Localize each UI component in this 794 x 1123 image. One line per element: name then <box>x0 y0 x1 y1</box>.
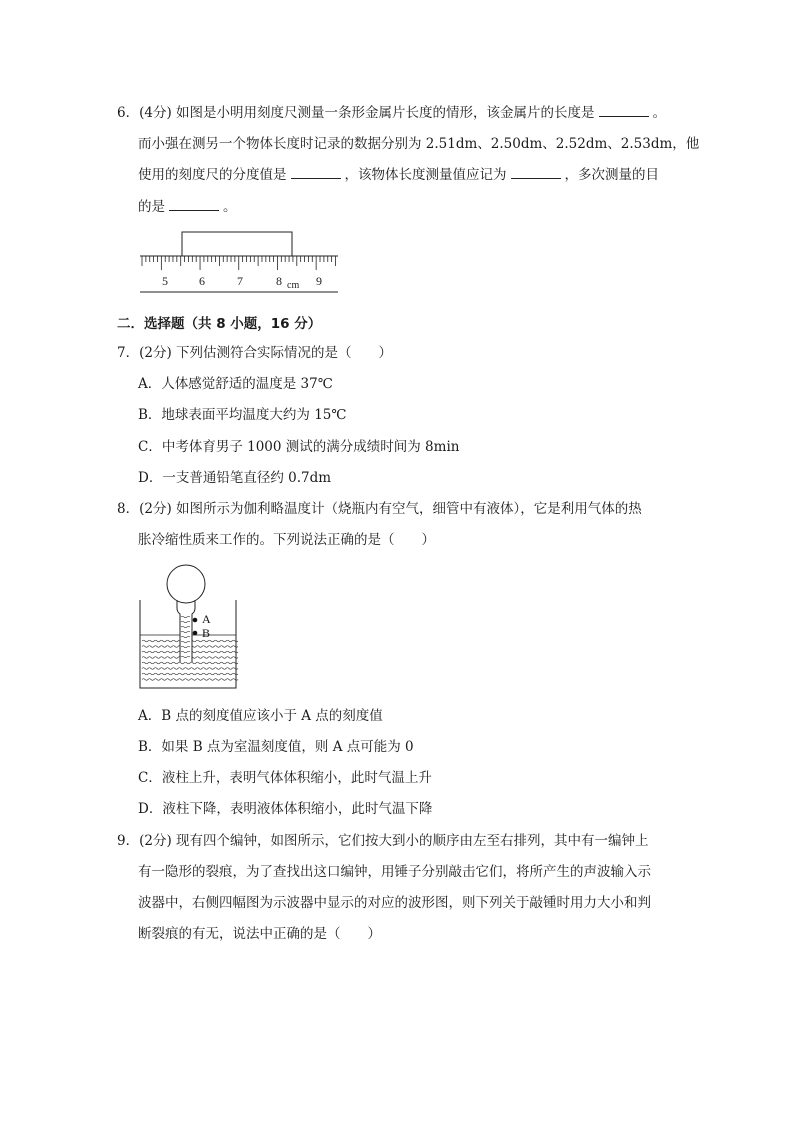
q9-line-1: 9．(2分) 现有四个编钟，如图所示，它们按大到小的顺序由左至右排列，其中有一编钟上 <box>117 833 649 849</box>
q9-line-4: 断裂痕的有无，说法中正确的是（ ） <box>138 926 381 942</box>
ruler-label-9: 9 <box>316 274 322 288</box>
q7-option-c[interactable]: C．中考体育男子 1000 测试的满分成绩时间为 8min <box>138 439 460 455</box>
q6-text: ，该物体长度测量值应记为 <box>344 167 507 183</box>
q6-line-4 <box>138 198 237 216</box>
q7-option-d[interactable]: D．一支普通铅笔直径约 0.7dm <box>138 470 332 486</box>
q6-text: ，多次测量的目 <box>564 167 659 183</box>
ruler-label-8: 8 <box>276 274 282 288</box>
q8-option-d[interactable]: D．液柱下降，表明液体体积缩小，此时气温下降 <box>138 801 433 817</box>
q7-stem: 7．(2分) 下列估测符合实际情况的是（ ） <box>117 345 393 361</box>
point-b-marker <box>193 631 198 636</box>
ruler-unit: cm <box>287 280 300 291</box>
point-b-label: B <box>202 626 211 640</box>
q6-text: 6．(4分) 如图是小明用刻度尺测量一条形金属片长度的情形，该金属片的长度是 <box>117 105 595 121</box>
q6-line-2: 而小强在测另一个物体长度时记录的数据分别为 2.51dm、2.50dm、2.52dm、2.53dm，他 <box>138 136 700 152</box>
q7-option-a[interactable]: A．人体感觉舒适的温度是 37℃ <box>138 376 333 392</box>
liquid-wave <box>142 662 238 664</box>
q6-line-3 <box>138 166 659 184</box>
answer-blank-length[interactable] <box>599 104 649 117</box>
ruler-labels <box>162 274 322 291</box>
q8-line-1: 8．(2分) 如图所示为伽利略温度计（烧瓶内有空气，细管中有液体），它是利用气体的热 <box>117 501 642 517</box>
q9-line-2: 有一隐形的裂痕，为了查找出这口编钟，用锤子分别敲击它们，将所产生的声波输入示 <box>138 864 651 880</box>
q9-line-3: 波器中，右侧四幅图为示波器中显示的对应的波形图，则下列关于敲锺时用力大小和判 <box>138 895 651 911</box>
ruler-label-6: 6 <box>199 274 205 288</box>
ruler-label-7: 7 <box>237 274 243 288</box>
flask-bulb <box>167 565 205 603</box>
q8-line-2: 胀冷缩性质来工作的。下列说法正确的是（ ） <box>138 532 435 548</box>
q6-text: 的是 <box>138 199 165 215</box>
ruler-figure <box>136 228 346 296</box>
punct: 。 <box>652 105 667 121</box>
q6-line-1 <box>117 104 666 122</box>
answer-blank-purpose[interactable] <box>169 198 219 211</box>
point-a-label: A <box>202 612 211 626</box>
section-title: 二．选择题（共 8 小题，16 分） <box>117 316 322 332</box>
liquid-wave <box>142 679 238 681</box>
punct: 。 <box>223 199 237 215</box>
metal-strip <box>182 232 292 256</box>
q8-option-b[interactable]: B．如果 B 点为室温刻度值，则 A 点可能为 0 <box>138 739 414 755</box>
q8-option-c[interactable]: C．液柱上升，表明气体体积缩小，此时气温上升 <box>138 770 432 786</box>
answer-blank-division[interactable] <box>291 166 341 179</box>
thermometer-figure <box>136 562 240 692</box>
q8-option-a[interactable]: A．B 点的刻度值应该小于 A 点的刻度值 <box>138 708 383 724</box>
point-a-marker <box>193 618 198 623</box>
q6-text: 使用的刻度尺的分度值是 <box>138 167 287 183</box>
ruler-ticks <box>142 256 336 270</box>
answer-blank-value[interactable] <box>511 166 561 179</box>
ruler-label-5: 5 <box>162 274 168 288</box>
liquid-wave <box>142 668 238 670</box>
liquid-wave <box>142 673 238 675</box>
q7-option-b[interactable]: B．地球表面平均温度大约为 15℃ <box>138 407 347 423</box>
